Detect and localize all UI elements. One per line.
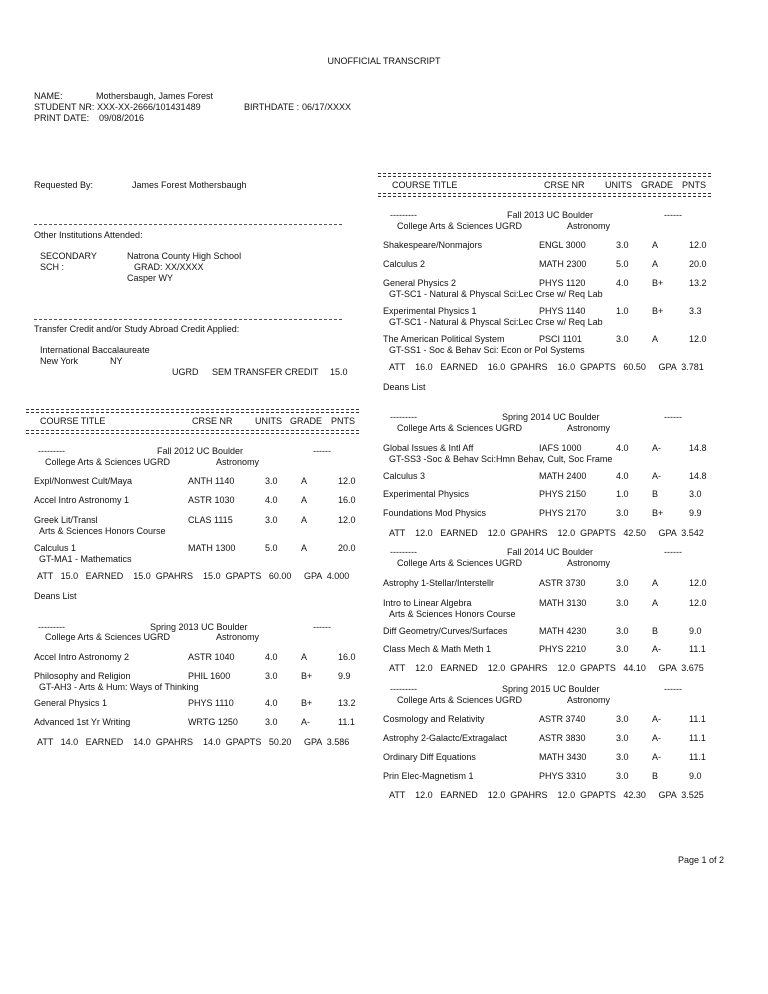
requested-value: James Forest Mothersbaugh (132, 180, 247, 190)
col-course-title: COURSE TITLE (392, 180, 458, 190)
course-units: 1.0 (616, 489, 629, 499)
course-title: Advanced 1st Yr Writing (34, 717, 131, 727)
transfer-label: Transfer Credit and/or Study Abroad Credit Applied: (34, 324, 240, 334)
course-points: 12.0 (689, 578, 707, 588)
course-points: 9.9 (338, 671, 351, 681)
course-nr: MATH 2300 (539, 259, 587, 269)
term-totals: ATT 14.0 EARNED 14.0 GPAHRS 14.0 GPAPTS 50.20 GPA 3.586 (37, 737, 350, 747)
course-grade: A (652, 240, 659, 250)
birthdate: 06/17/XXXX (302, 102, 352, 112)
course-units: 4.0 (616, 443, 629, 453)
term-major: Astronomy (567, 695, 611, 705)
course-points: 16.0 (338, 652, 356, 662)
term-separator: --------- (390, 412, 417, 422)
course-row (0, 306, 768, 317)
course-units: 4.0 (616, 278, 629, 288)
course-title: Foundations Mod Physics (383, 508, 487, 518)
course-grade: A- (652, 471, 661, 481)
course-title: General Physics 2 (383, 278, 457, 288)
col-grade: GRADE (290, 416, 323, 426)
term-college: College Arts & Sciences UGRD (397, 695, 523, 705)
course-nr: MATH 2400 (539, 471, 587, 481)
course-nr: ASTR 3730 (539, 578, 586, 588)
col-grade: GRADE (641, 180, 674, 190)
course-grade: A- (652, 714, 661, 724)
course-nr: PHYS 1140 (539, 306, 586, 316)
course-nr: PHIL 1600 (188, 671, 231, 681)
course-nr: PHYS 1120 (539, 278, 586, 288)
course-units: 5.0 (265, 543, 278, 553)
term-college: College Arts & Sciences UGRD (397, 423, 523, 433)
course-row (0, 508, 768, 519)
course-units: 3.0 (616, 508, 629, 518)
course-title: Experimental Physics (383, 489, 470, 499)
term-totals: ATT 15.0 EARNED 15.0 GPAHRS 15.0 GPAPTS 60.00 GPA 4.000 (37, 571, 350, 581)
course-nr: MATH 3430 (539, 752, 587, 762)
course-row (0, 443, 768, 454)
header-rule (378, 173, 711, 177)
transfer-level: UGRD (172, 367, 199, 377)
course-units: 3.0 (616, 733, 629, 743)
term-separator: --------- (38, 446, 65, 456)
course-points: 20.0 (689, 259, 707, 269)
course-title: Diff Geometry/Curves/Surfaces (383, 626, 508, 636)
term-separator: --------- (390, 547, 417, 557)
course-note: GT-AH3 - Arts & Hum: Ways of Thinking (39, 682, 199, 692)
term-totals: ATT 16.0 EARNED 16.0 GPAHRS 16.0 GPAPTS 60.50 GPA 3.781 (389, 362, 704, 372)
course-row (0, 598, 768, 609)
header-rule (26, 430, 359, 434)
other-institutions-label: Other Institutions Attended: (34, 230, 143, 240)
term-major: Astronomy (567, 558, 611, 568)
birthdate-label: BIRTHDATE : (244, 102, 300, 112)
divider (34, 319, 342, 320)
course-units: 3.0 (616, 644, 629, 654)
student-nr: XXX-XX-2666/101431489 (97, 102, 201, 112)
course-nr: IAFS 1000 (539, 443, 582, 453)
col-course-title: COURSE TITLE (40, 416, 106, 426)
term-honor: Deans List (383, 382, 426, 392)
document-title: UNOFFICIAL TRANSCRIPT (327, 56, 441, 66)
course-title: Global Issues & Intl Aff (383, 443, 474, 453)
col-pnts: PNTS (331, 416, 356, 426)
course-nr: PHYS 2170 (539, 508, 587, 518)
col-pnts: PNTS (682, 180, 707, 190)
course-nr: MATH 1300 (188, 543, 236, 553)
transfer-credit: 15.0 (330, 367, 348, 377)
course-title: Experimental Physics 1 (383, 306, 477, 316)
course-nr: ANTH 1140 (188, 476, 235, 486)
course-title: Intro to Linear Algebra (383, 598, 472, 608)
course-row (0, 578, 768, 589)
course-points: 9.9 (689, 508, 702, 518)
term-separator: ------ (664, 547, 682, 557)
course-note: GT-MA1 - Mathematics (39, 554, 132, 564)
course-units: 4.0 (265, 652, 278, 662)
course-units: 3.0 (616, 771, 629, 781)
course-title: Prin Elec-Magnetism 1 (383, 771, 474, 781)
term-totals: ATT 12.0 EARNED 12.0 GPAHRS 12.0 GPAPTS 42.50 GPA 3.542 (389, 528, 704, 538)
course-points: 11.1 (338, 717, 355, 727)
course-title: Greek Lit/Transl (34, 515, 98, 525)
course-nr: PSCI 1101 (539, 334, 582, 344)
course-points: 20.0 (338, 543, 356, 553)
course-grade: A (652, 259, 659, 269)
course-points: 14.8 (689, 443, 707, 453)
col-crse-nr: CRSE NR (192, 416, 233, 426)
course-row (0, 259, 768, 270)
course-points: 11.1 (689, 644, 706, 654)
institution-city: Casper WY (127, 273, 174, 283)
course-nr: MATH 3130 (539, 598, 587, 608)
course-row (0, 733, 768, 744)
course-row (0, 471, 768, 482)
course-points: 12.0 (689, 240, 707, 250)
course-grade: B (652, 626, 659, 636)
course-units: 4.0 (616, 471, 629, 481)
institution-type: SECONDARY (40, 251, 97, 261)
header-rule (26, 409, 359, 413)
course-points: 16.0 (338, 495, 356, 505)
course-nr: ENGL 3000 (539, 240, 586, 250)
course-grade: A (652, 578, 659, 588)
course-grade: A- (652, 733, 661, 743)
term-totals: ATT 12.0 EARNED 12.0 GPAHRS 12.0 GPAPTS 42.30 GPA 3.525 (389, 790, 704, 800)
course-units: 3.0 (265, 515, 278, 525)
course-grade: B+ (301, 698, 313, 708)
course-nr: WRTG 1250 (188, 717, 238, 727)
course-grade: B (652, 489, 659, 499)
course-points: 11.1 (689, 714, 706, 724)
course-title: Class Mech & Math Meth 1 (383, 644, 492, 654)
course-points: 14.8 (689, 471, 707, 481)
term-major: Astronomy (216, 457, 260, 467)
term-name: Fall 2013 UC Boulder (507, 210, 594, 220)
term-separator: ------ (664, 210, 682, 220)
course-note: GT-SC1 - Natural & Physcal Sci:Lec Crse w/ Req Lab (389, 289, 603, 299)
course-grade: B+ (301, 671, 313, 681)
course-points: 11.1 (689, 733, 706, 743)
course-grade: B+ (652, 278, 664, 288)
course-note: Arts & Sciences Honors Course (389, 609, 516, 619)
course-points: 12.0 (338, 515, 356, 525)
course-grade: A (301, 476, 308, 486)
column-headers-left (0, 416, 768, 427)
course-units: 3.0 (616, 578, 629, 588)
course-units: 1.0 (616, 306, 629, 316)
course-title: The American Political System (383, 334, 505, 344)
page-number: Page 1 of 2 (678, 855, 725, 865)
course-points: 9.0 (689, 626, 702, 636)
course-title: Cosmology and Relativity (383, 714, 485, 724)
course-points: 13.2 (689, 278, 707, 288)
term-college: College Arts & Sciences UGRD (397, 558, 523, 568)
term-separator: --------- (38, 622, 65, 632)
print-date: 09/08/2016 (99, 113, 145, 123)
institution-name: Natrona County High School (127, 251, 242, 261)
transfer-institution: International Baccalaureate (40, 345, 150, 355)
course-grade: A- (652, 443, 661, 453)
course-row (0, 240, 768, 251)
course-row (0, 644, 768, 655)
course-title: Astrophy 1-Stellar/Interstellr (383, 578, 495, 588)
term-name: Spring 2015 UC Boulder (502, 684, 600, 694)
course-title: Accel Intro Astronomy 2 (34, 652, 130, 662)
col-crse-nr: CRSE NR (544, 180, 585, 190)
course-title: Shakespeare/Nonmajors (383, 240, 483, 250)
course-note: GT-SS3 -Soc & Behav Sci:Hmn Behav, Cult, Soc Frame (389, 454, 613, 464)
course-units: 3.0 (616, 334, 629, 344)
course-units: 3.0 (616, 714, 629, 724)
course-grade: A (301, 543, 308, 553)
course-units: 3.0 (616, 240, 629, 250)
course-grade: B+ (652, 508, 664, 518)
term-name: Fall 2012 UC Boulder (157, 446, 244, 456)
term-major: Astronomy (216, 632, 260, 642)
course-note: GT-SS1 - Soc & Behav Sci: Econ or Pol Systems (389, 345, 585, 355)
course-title: Accel Intro Astronomy 1 (34, 495, 130, 505)
course-note: Arts & Sciences Honors Course (39, 526, 166, 536)
name-label: NAME: (34, 91, 63, 101)
course-row (0, 771, 768, 782)
term-college: College Arts & Sciences UGRD (397, 221, 523, 231)
course-nr: PHYS 3310 (539, 771, 587, 781)
term-separator: ------ (313, 622, 331, 632)
course-grade: A (301, 495, 308, 505)
course-title: Astrophy 2-Galactc/Extragalact (383, 733, 508, 743)
course-units: 3.0 (616, 626, 629, 636)
column-headers-right (0, 180, 768, 191)
institution-grad: GRAD: XX/XXXX (134, 262, 204, 272)
transfer-state: NY (110, 356, 123, 366)
col-units: UNITS (255, 416, 282, 426)
course-units: 3.0 (616, 752, 629, 762)
course-grade: B (652, 771, 659, 781)
term-separator: ------ (664, 684, 682, 694)
course-points: 12.0 (689, 334, 707, 344)
course-nr: PHYS 2210 (539, 644, 587, 654)
course-points: 9.0 (689, 771, 702, 781)
term-name: Fall 2014 UC Boulder (507, 547, 594, 557)
course-units: 4.0 (265, 698, 278, 708)
term-separator: ------ (313, 446, 331, 456)
student-name: Mothersbaugh, James Forest (96, 91, 214, 101)
course-nr: MATH 4230 (539, 626, 587, 636)
course-row (0, 489, 768, 500)
course-units: 5.0 (616, 259, 629, 269)
term-honor: Deans List (34, 591, 77, 601)
term-separator: --------- (390, 684, 417, 694)
course-points: 11.1 (689, 752, 706, 762)
course-grade: A (652, 598, 659, 608)
term-separator: ------ (664, 412, 682, 422)
term-major: Astronomy (567, 221, 611, 231)
course-nr: ASTR 3830 (539, 733, 586, 743)
course-points: 12.0 (338, 476, 356, 486)
term-major: Astronomy (567, 423, 611, 433)
course-nr: ASTR 3740 (539, 714, 586, 724)
requested-label: Requested By: (34, 180, 94, 190)
course-grade: A- (301, 717, 310, 727)
course-grade: A- (652, 752, 661, 762)
course-row (0, 278, 768, 289)
course-title: Philosophy and Religion (34, 671, 131, 681)
course-grade: A- (652, 644, 661, 654)
transfer-credit-label: SEM TRANSFER CREDIT (212, 367, 319, 377)
course-nr: PHYS 2150 (539, 489, 587, 499)
course-title: Expl/Nonwest Cult/Maya (34, 476, 133, 486)
term-college: College Arts & Sciences UGRD (45, 457, 171, 467)
term-separator: --------- (390, 210, 417, 220)
course-row (0, 334, 768, 345)
course-nr: CLAS 1115 (188, 515, 233, 525)
col-units: UNITS (605, 180, 632, 190)
course-units: 3.0 (265, 476, 278, 486)
divider (34, 224, 342, 225)
course-units: 3.0 (265, 671, 278, 681)
course-points: 3.0 (689, 489, 702, 499)
header-rule (378, 193, 711, 197)
course-grade: A (301, 652, 308, 662)
term-totals: ATT 12.0 EARNED 12.0 GPAHRS 12.0 GPAPTS 44.10 GPA 3.675 (389, 663, 704, 673)
transfer-city: New York (40, 356, 79, 366)
institution-type-sch: SCH : (40, 262, 65, 272)
course-nr: ASTR 1030 (188, 495, 235, 505)
term-name: Spring 2014 UC Boulder (502, 412, 600, 422)
course-points: 12.0 (689, 598, 707, 608)
course-title: Calculus 1 (34, 543, 77, 553)
course-grade: A (652, 334, 659, 344)
print-date-label: PRINT DATE: (34, 113, 90, 123)
course-grade: A (301, 515, 308, 525)
course-points: 3.3 (689, 306, 702, 316)
course-title: General Physics 1 (34, 698, 108, 708)
student-nr-label: STUDENT NR: (34, 102, 95, 112)
course-units: 3.0 (616, 598, 629, 608)
course-grade: B+ (652, 306, 664, 316)
course-title: Calculus 3 (383, 471, 426, 481)
course-units: 4.0 (265, 495, 278, 505)
term-college: College Arts & Sciences UGRD (45, 632, 171, 642)
course-row (0, 752, 768, 763)
course-units: 3.0 (265, 717, 278, 727)
course-row (0, 543, 768, 554)
course-points: 13.2 (338, 698, 356, 708)
course-title: Calculus 2 (383, 259, 426, 269)
course-row (0, 714, 768, 725)
course-nr: PHYS 1110 (188, 698, 234, 708)
course-row (0, 626, 768, 637)
course-row (0, 698, 768, 709)
course-title: Ordinary Diff Equations (383, 752, 476, 762)
course-nr: ASTR 1040 (188, 652, 235, 662)
term-name: Spring 2013 UC Boulder (150, 622, 248, 632)
course-note: GT-SC1 - Natural & Physcal Sci:Lec Crse w/ Req Lab (389, 317, 603, 327)
